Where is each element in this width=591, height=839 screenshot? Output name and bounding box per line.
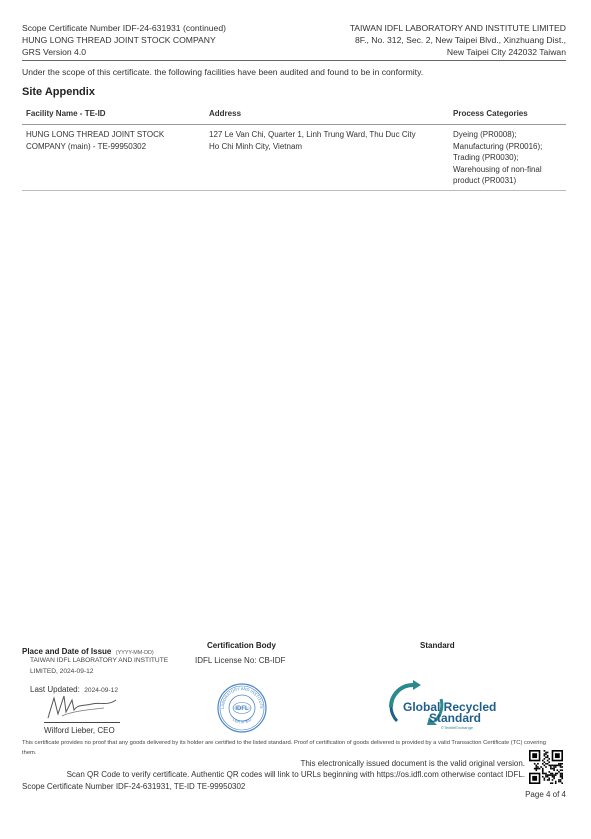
process-line: Trading (PR0030);	[453, 153, 519, 163]
facility-line: COMPANY (main) - TE-99950302	[26, 141, 147, 151]
site-table	[22, 103, 566, 191]
signature-icon	[44, 692, 120, 722]
grs-logo-icon	[383, 677, 498, 732]
grs-version: GRS Version 4.0	[22, 47, 87, 57]
table-row	[22, 125, 566, 191]
cert-body-address-2: New Taipei City 242032 Taiwan	[446, 47, 566, 57]
issuer-line: LIMITED, 2024-09-12	[30, 668, 94, 675]
qr-code-icon[interactable]	[529, 750, 563, 784]
page-number: Page 4 of 4	[525, 790, 566, 799]
address-line: 127 Le Van Chi, Quarter 1, Linh Trung Ward, Thu Duc City	[209, 130, 416, 139]
header-process: Process Categories	[453, 109, 528, 118]
header-address: Address	[209, 109, 242, 118]
header-divider	[22, 60, 566, 61]
scope-cert-number: Scope Certificate Number IDF-24-631931 (continued)	[22, 23, 226, 33]
cert-body-label: Certification Body	[207, 641, 276, 650]
facility-cell	[22, 129, 209, 187]
place-format: (YYYY-MM-DD)	[115, 650, 154, 656]
seal-ring-bottom: CERTIFIED	[231, 716, 253, 725]
svg-text:CERTIFIED	[232, 717, 253, 725]
section-title: Site Appendix	[22, 86, 95, 98]
process-cell	[453, 129, 566, 187]
process-line: Warehousing of non-final	[453, 164, 542, 174]
seal-text: IDFL	[235, 706, 249, 713]
address-cell	[209, 129, 453, 187]
place-label: Place and Date of Issue	[22, 647, 112, 656]
valid-doc-text: This electronically issued document is the valid original version.	[300, 759, 525, 768]
header-left	[22, 22, 226, 58]
grs-title-line2: Standard	[429, 711, 482, 725]
grs-title-line1: Global Recycled	[403, 700, 497, 714]
signature-line	[44, 722, 120, 723]
table-header	[22, 103, 566, 125]
scope-footer: Scope Certificate Number IDF-24-631931, TE-ID TE-99950302	[22, 782, 246, 791]
header-facility: Facility Name - TE-ID	[26, 109, 106, 118]
disclaimer: This certificate provides no proof that any goods delivered by its holder are certified to the listed standard. Proof of certification of goods delivered is provided by a valid Transaction Certificate (TC) covering them.	[22, 740, 546, 756]
seal-ring-top: LABORATORY AND INSTITUTE	[219, 685, 265, 710]
cert-body-address-1: 8F., No. 312, Sec. 2, New Taipei Blvd., Xinzhuang Dist.,	[355, 35, 566, 45]
idfl-seal-icon	[215, 683, 269, 733]
grs-sub: ©TextileExchange	[441, 725, 474, 730]
intro-text: Under the scope of this certificate. the following facilities have been audited and found to be in conformity.	[22, 67, 424, 77]
header-right	[350, 22, 566, 58]
license-number: IDFL License No: CB-IDF	[195, 656, 286, 665]
last-updated-label: Last Updated:	[30, 685, 80, 694]
process-line: Manufacturing (PR0016);	[453, 141, 543, 151]
issuer-block	[30, 655, 168, 677]
issuer-line: TAIWAN IDFL LABORATORY AND INSTITUTE	[30, 657, 169, 664]
company-name: HUNG LONG THREAD JOINT STOCK COMPANY	[22, 35, 216, 45]
cert-body-name: TAIWAN IDFL LABORATORY AND INSTITUTE LIMITED	[349, 23, 566, 33]
process-line: product (PR0031)	[453, 176, 517, 186]
signatory-name: Wilford Lieber, CEO	[44, 726, 115, 735]
facility-line: HUNG LONG THREAD JOINT STOCK	[26, 130, 165, 139]
standard-label: Standard	[420, 641, 455, 650]
scan-qr-text: Scan QR Code to verify certificate. Authentic QR codes will link to URLs beginning with https://os.idfl.com otherwise contact IDFL.	[66, 770, 525, 779]
last-updated-value: 2024-09-12	[84, 687, 118, 694]
process-line: Dyeing (PR0008);	[453, 130, 517, 139]
address-line: Ho Chi Minh City, Vietnam	[209, 141, 303, 151]
